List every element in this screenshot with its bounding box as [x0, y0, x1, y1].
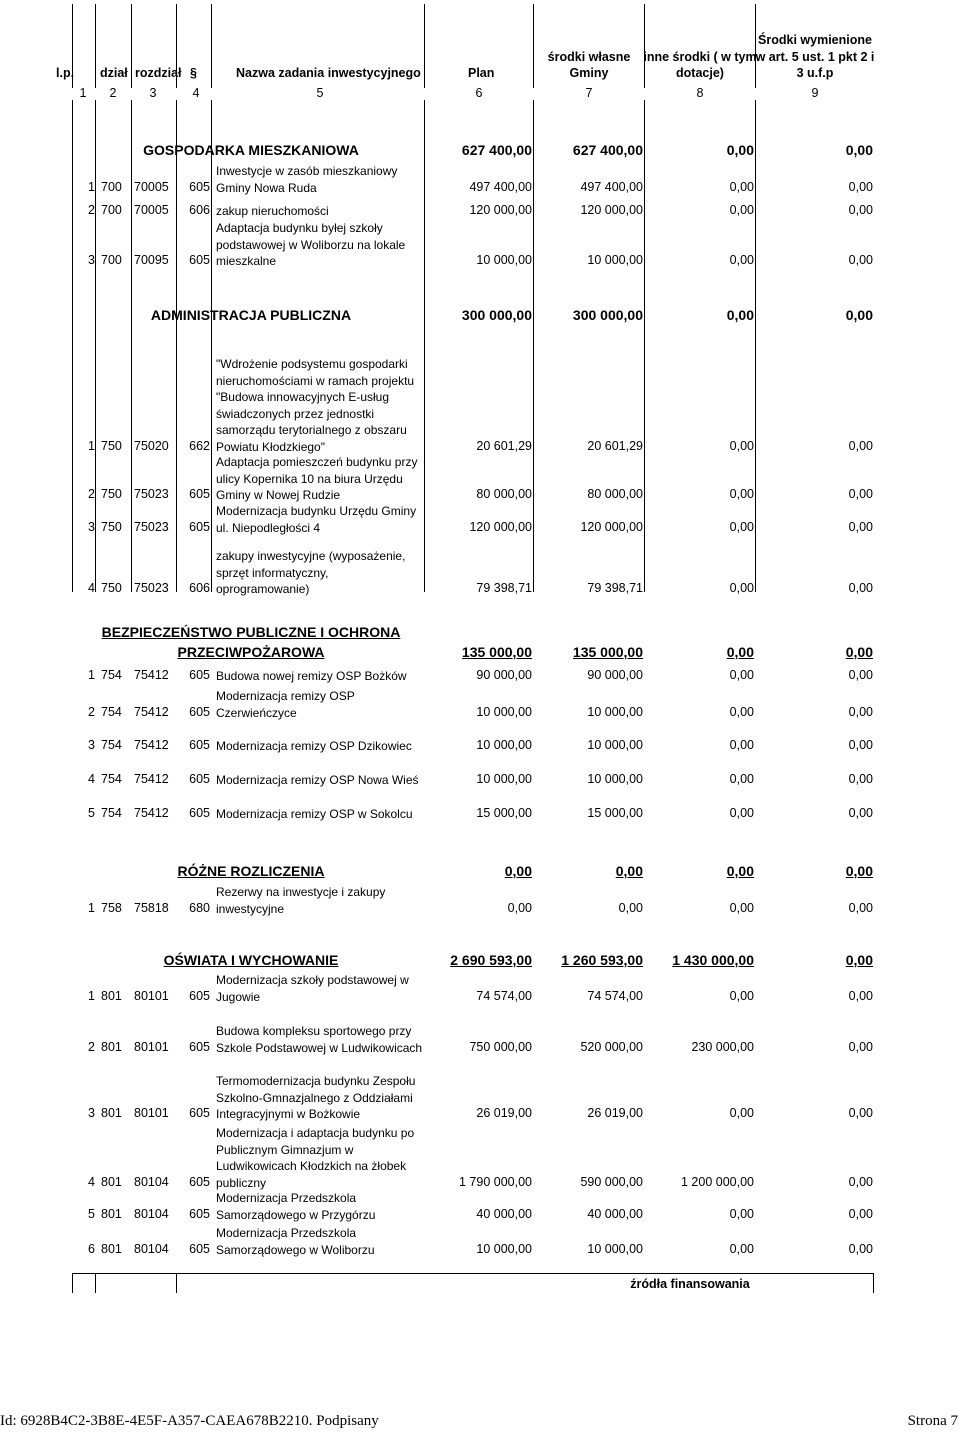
row-dzial: 801	[101, 1206, 122, 1221]
row-plan: 1 790 000,00	[459, 1174, 532, 1189]
task-description: ulicy Kopernika 10 na biura Urzędu	[216, 471, 403, 486]
section-inne-total: 0,00	[726, 644, 754, 660]
section-title: ADMINISTRACJA PUBLICZNA	[150, 307, 352, 323]
column-rule	[424, 100, 425, 592]
task-description: Powiatu Kłodzkiego"	[216, 439, 325, 454]
row-plan: 20 601,29	[476, 438, 532, 453]
column-number: 3	[149, 86, 157, 100]
row-wlasne: 10 000,00	[587, 772, 643, 786]
column-rule	[131, 4, 132, 88]
row-paragraph: 605	[189, 704, 210, 719]
row-plan: 10 000,00	[476, 738, 532, 752]
row-lp: 3	[88, 519, 95, 534]
row-paragraph: 606	[189, 203, 210, 217]
section-plan-total: 135 000,00	[461, 644, 532, 660]
row-lp: 2	[88, 487, 95, 501]
funding-sources-label: źródła finansowania	[630, 1277, 750, 1291]
column-number: 9	[811, 86, 819, 100]
section-wymienione-total: 0,00	[845, 644, 873, 660]
task-description: Czerwieńczyce	[216, 705, 297, 720]
task-description: "Wdrożenie podsystemu gospodarki	[216, 357, 408, 371]
section-inne-total: 0,00	[726, 142, 754, 158]
footer-column-rule	[176, 1273, 177, 1293]
column-number: 5	[316, 86, 324, 100]
task-description: świadczonych przez jednostki	[216, 406, 375, 421]
row-dzial: 801	[101, 1039, 122, 1054]
task-description: Modernizacja budynku Urzędu Gminy	[216, 504, 417, 518]
row-paragraph: 680	[189, 900, 210, 915]
row-paragraph: 605	[189, 1039, 210, 1054]
row-dzial: 750	[101, 487, 122, 501]
row-wlasne: 520 000,00	[580, 1039, 643, 1054]
row-inne: 0,00	[729, 1241, 754, 1256]
task-description: Gminy w Nowej Rudzie	[216, 488, 341, 502]
row-paragraph: 605	[189, 1206, 210, 1221]
row-paragraph: 605	[189, 487, 210, 501]
row-wlasne: 80 000,00	[587, 487, 643, 501]
row-plan: 497 400,00	[469, 179, 532, 194]
row-inne: 0,00	[729, 738, 754, 752]
task-description: Modernizacja remizy OSP	[216, 689, 355, 703]
task-description: publiczny	[216, 1175, 267, 1190]
section-title: BEZPIECZEŃSTWO PUBLICZNE I OCHRONA	[101, 624, 401, 640]
row-dzial: 758	[101, 900, 122, 915]
column-rule	[72, 100, 73, 592]
row-wlasne: 90 000,00	[587, 668, 643, 682]
section-wymienione-total: 0,00	[845, 863, 873, 879]
row-lp: 2	[88, 704, 95, 719]
row-wlasne: 10 000,00	[587, 1241, 643, 1256]
footer-column-rule	[873, 1273, 874, 1293]
task-description: zakup nieruchomości	[216, 204, 329, 218]
row-wlasne: 15 000,00	[587, 806, 643, 820]
row-dzial: 801	[101, 1106, 122, 1120]
row-wlasne: 10 000,00	[587, 253, 643, 267]
row-plan: 40 000,00	[476, 1206, 532, 1221]
section-title: GOSPODARKA MIESZKANIOWA	[143, 142, 359, 158]
footer-column-rule	[72, 1273, 73, 1293]
row-inne: 0,00	[729, 487, 754, 501]
header-inne-srodki-2: dotacje)	[676, 66, 724, 80]
row-rozdzial: 75023	[134, 487, 169, 501]
column-rule	[644, 100, 645, 592]
row-wymienione: 0,00	[848, 738, 873, 752]
column-number: 8	[696, 86, 704, 100]
row-plan: 10 000,00	[476, 772, 532, 786]
row-inne: 0,00	[729, 1106, 754, 1120]
footer-column-rule	[95, 1273, 96, 1293]
task-description: Szkole Podstawowej w Ludwikowicach	[216, 1040, 423, 1055]
task-description: mieszkalne	[216, 254, 277, 268]
row-wlasne: 26 019,00	[587, 1106, 643, 1120]
task-description: Adaptacja pomieszczeń budynku przy	[216, 455, 418, 469]
document-id: Id: 6928B4C2-3B8E-4E5F-A357-CAEA678B2210. Podpisany	[0, 1413, 379, 1429]
task-description: oprogramowanie)	[216, 582, 310, 596]
row-rozdzial: 80104	[134, 1206, 169, 1221]
row-wymienione: 0,00	[848, 1206, 873, 1221]
row-lp: 5	[88, 1206, 95, 1221]
row-wymienione: 0,00	[848, 179, 873, 194]
column-rule	[211, 100, 212, 592]
row-paragraph: 662	[189, 438, 210, 453]
row-inne: 0,00	[729, 179, 754, 194]
section-plan-total: 300 000,00	[461, 307, 532, 323]
row-dzial: 754	[101, 738, 122, 752]
row-lp: 4	[88, 772, 95, 786]
row-dzial: 801	[101, 988, 122, 1003]
task-description: Gminy Nowa Ruda	[216, 180, 317, 195]
column-rule	[95, 100, 96, 592]
row-wymienione: 0,00	[848, 581, 873, 595]
row-wlasne: 74 574,00	[587, 988, 643, 1003]
column-rule	[131, 100, 132, 592]
footer-top-rule	[72, 1273, 873, 1274]
row-paragraph: 605	[189, 738, 210, 752]
row-paragraph: 605	[189, 1174, 210, 1189]
task-description: Ludwikowicach Kłodzkich na żłobek	[216, 1159, 407, 1173]
row-inne: 0,00	[729, 519, 754, 534]
row-rozdzial: 75412	[134, 704, 169, 719]
row-inne: 0,00	[729, 253, 754, 267]
row-wlasne: 10 000,00	[587, 738, 643, 752]
row-wymienione: 0,00	[848, 806, 873, 820]
column-number: 7	[585, 86, 593, 100]
row-lp: 4	[88, 581, 95, 595]
row-lp: 3	[88, 738, 95, 752]
row-wymienione: 0,00	[848, 988, 873, 1003]
row-lp: 1	[88, 900, 95, 915]
header-lp: l.p.	[56, 66, 75, 80]
row-wymienione: 0,00	[848, 487, 873, 501]
task-description: Rezerwy na inwestycje i zakupy	[216, 885, 386, 899]
row-plan: 26 019,00	[476, 1106, 532, 1120]
row-plan: 10 000,00	[476, 253, 532, 267]
row-wymienione: 0,00	[848, 519, 873, 534]
header-inne-srodki: inne środki ( w tym	[643, 50, 757, 64]
row-inne: 0,00	[729, 772, 754, 786]
row-rozdzial: 80101	[134, 1106, 169, 1120]
row-dzial: 754	[101, 704, 122, 719]
column-rule	[424, 4, 425, 88]
row-paragraph: 605	[189, 1241, 210, 1256]
row-inne: 0,00	[729, 581, 754, 595]
section-wlasne-total: 0,00	[615, 863, 643, 879]
task-description: Jugowie	[216, 989, 261, 1004]
task-description: Modernizacja remizy OSP Dzikowiec	[216, 739, 412, 753]
column-rule	[211, 4, 212, 88]
row-dzial: 700	[101, 203, 122, 217]
row-plan: 10 000,00	[476, 1241, 532, 1256]
row-paragraph: 605	[189, 519, 210, 534]
row-lp: 1	[88, 179, 95, 194]
row-plan: 120 000,00	[469, 203, 532, 217]
row-inne: 0,00	[729, 1206, 754, 1221]
row-inne: 0,00	[729, 988, 754, 1003]
row-rozdzial: 75412	[134, 668, 169, 682]
task-description: podstawowej w Woliborzu na lokale	[216, 237, 406, 252]
row-dzial: 750	[101, 519, 122, 534]
row-lp: 2	[88, 1039, 95, 1054]
row-plan: 80 000,00	[476, 487, 532, 501]
header-wymienione: Środki wymienione	[758, 33, 872, 47]
row-rozdzial: 80104	[134, 1241, 169, 1256]
row-wlasne: 10 000,00	[587, 704, 643, 719]
row-rozdzial: 80101	[134, 988, 169, 1003]
section-title: RÓŻNE ROZLICZENIA	[177, 863, 325, 879]
section-title: PRZECIWPOŻAROWA	[177, 644, 325, 660]
column-rule	[176, 100, 177, 592]
row-rozdzial: 75412	[134, 738, 169, 752]
row-wymienione: 0,00	[848, 772, 873, 786]
row-wlasne: 40 000,00	[587, 1206, 643, 1221]
task-description: "Budowa innowacyjnych E-usług	[216, 390, 390, 404]
row-rozdzial: 70005	[134, 179, 169, 194]
section-wlasne-total: 135 000,00	[572, 644, 643, 660]
row-inne: 0,00	[729, 203, 754, 217]
column-number: 1	[79, 86, 87, 100]
task-description: ul. Niepodległości 4	[216, 520, 321, 535]
section-plan-total: 0,00	[504, 863, 532, 879]
row-plan: 0,00	[507, 900, 532, 915]
row-lp: 4	[88, 1174, 95, 1189]
section-inne-total: 1 430 000,00	[672, 952, 754, 968]
row-lp: 2	[88, 203, 95, 217]
row-rozdzial: 80104	[134, 1174, 169, 1189]
task-description: Szkolno-Gmnazjalnego z Oddziałami	[216, 1090, 413, 1105]
row-plan: 90 000,00	[476, 668, 532, 682]
row-wymienione: 0,00	[848, 253, 873, 267]
row-wlasne: 120 000,00	[580, 203, 643, 217]
header-plan: Plan	[468, 66, 495, 80]
row-wymienione: 0,00	[848, 1106, 873, 1120]
task-description: Publicznym Gimnazjum w	[216, 1142, 354, 1157]
row-wymienione: 0,00	[848, 668, 873, 682]
row-wlasne: 20 601,29	[587, 438, 643, 453]
row-wymienione: 0,00	[848, 1039, 873, 1054]
task-description: sprzęt informatyczny,	[216, 565, 329, 580]
task-description: samorządu terytorialnego z obszaru	[216, 423, 407, 437]
task-description: Inwestycje w zasób mieszkaniowy	[216, 164, 398, 178]
header-nazwa: Nazwa zadania inwestycyjnego	[236, 66, 421, 80]
row-rozdzial: 75023	[134, 581, 169, 595]
row-dzial: 754	[101, 806, 122, 820]
header-wymienione-3: 3 u.f.p	[796, 66, 834, 80]
section-plan-total: 627 400,00	[461, 142, 532, 158]
page-number: Strona 7	[907, 1413, 958, 1429]
row-inne: 0,00	[729, 438, 754, 453]
task-description: Samorządowego w Przygórzu	[216, 1207, 376, 1222]
task-description: Termomodernizacja budynku Zespołu	[216, 1074, 416, 1088]
row-plan: 10 000,00	[476, 704, 532, 719]
row-inne: 0,00	[729, 900, 754, 915]
row-paragraph: 606	[189, 581, 210, 595]
header-srodki-wlasne: środki własne	[547, 50, 631, 64]
row-lp: 3	[88, 1106, 95, 1120]
row-wlasne: 497 400,00	[580, 179, 643, 194]
task-description: Budowa kompleksu sportowego przy	[216, 1024, 412, 1038]
row-plan: 750 000,00	[469, 1039, 532, 1054]
task-description: Modernizacja remizy OSP Nowa Wieś	[216, 773, 419, 787]
row-paragraph: 605	[189, 668, 210, 682]
row-inne: 1 200 000,00	[681, 1174, 754, 1189]
row-dzial: 801	[101, 1241, 122, 1256]
task-description: Modernizacja Przedszkola	[216, 1191, 357, 1205]
column-rule	[95, 4, 96, 88]
row-wymienione: 0,00	[848, 438, 873, 453]
row-rozdzial: 75818	[134, 900, 169, 915]
task-description: Budowa nowej remizy OSP Bożków	[216, 669, 407, 683]
row-lp: 6	[88, 1241, 95, 1256]
section-wlasne-total: 1 260 593,00	[561, 952, 643, 968]
row-rozdzial: 75412	[134, 772, 169, 786]
section-inne-total: 0,00	[726, 307, 754, 323]
row-wymienione: 0,00	[848, 1241, 873, 1256]
row-lp: 1	[88, 988, 95, 1003]
task-description: inwestycyjne	[216, 901, 285, 916]
row-dzial: 754	[101, 668, 122, 682]
row-inne: 0,00	[729, 704, 754, 719]
row-lp: 1	[88, 668, 95, 682]
row-plan: 74 574,00	[476, 988, 532, 1003]
section-wymienione-total: 0,00	[845, 142, 873, 158]
header-rozdzial: rozdział	[135, 66, 182, 80]
row-paragraph: 605	[189, 1106, 210, 1120]
row-paragraph: 605	[189, 179, 210, 194]
task-description: Modernizacja Przedszkola	[216, 1226, 357, 1240]
row-rozdzial: 80101	[134, 1039, 169, 1054]
row-paragraph: 605	[189, 806, 210, 820]
row-plan: 15 000,00	[476, 806, 532, 820]
section-wlasne-total: 627 400,00	[572, 142, 643, 158]
row-wlasne: 120 000,00	[580, 519, 643, 534]
row-wymienione: 0,00	[848, 203, 873, 217]
column-rule	[755, 100, 756, 592]
section-plan-total: 2 690 593,00	[450, 952, 532, 968]
row-dzial: 750	[101, 438, 122, 453]
header-wymienione-2: w art. 5 ust. 1 pkt 2 i	[755, 50, 875, 64]
section-inne-total: 0,00	[726, 863, 754, 879]
task-description: Adaptacja budynku byłej szkoły	[216, 221, 383, 235]
row-rozdzial: 75412	[134, 806, 169, 820]
section-title: OŚWIATA I WYCHOWANIE	[163, 952, 339, 968]
row-wlasne: 590 000,00	[580, 1174, 643, 1189]
row-lp: 5	[88, 806, 95, 820]
column-rule	[533, 100, 534, 592]
row-dzial: 700	[101, 253, 122, 267]
section-wlasne-total: 300 000,00	[572, 307, 643, 323]
row-dzial: 754	[101, 772, 122, 786]
row-rozdzial: 75023	[134, 519, 169, 534]
header-paragraph: §	[190, 66, 197, 80]
row-paragraph: 605	[189, 772, 210, 786]
row-paragraph: 605	[189, 988, 210, 1003]
section-wymienione-total: 0,00	[845, 952, 873, 968]
task-description: nieruchomościami w ramach projektu	[216, 373, 415, 388]
task-description: Modernizacja remizy OSP w Sokolcu	[216, 807, 413, 821]
row-lp: 3	[88, 253, 95, 267]
row-inne: 0,00	[729, 806, 754, 820]
row-wymienione: 0,00	[848, 1174, 873, 1189]
task-description: Samorządowego w Woliborzu	[216, 1242, 375, 1257]
row-dzial: 750	[101, 581, 122, 595]
column-number: 6	[475, 86, 483, 100]
row-wlasne: 79 398,71	[587, 581, 643, 595]
row-rozdzial: 70095	[134, 253, 169, 267]
task-description: Modernizacja i adaptacja budynku po	[216, 1126, 415, 1140]
task-description: Integracyjnymi w Bożkowie	[216, 1107, 361, 1121]
row-plan: 120 000,00	[469, 519, 532, 534]
task-description: zakupy inwestycyjne (wyposażenie,	[216, 549, 406, 563]
section-wymienione-total: 0,00	[845, 307, 873, 323]
row-inne: 230 000,00	[691, 1039, 754, 1054]
row-paragraph: 605	[189, 253, 210, 267]
row-dzial: 700	[101, 179, 122, 194]
column-number: 4	[192, 86, 200, 100]
column-number: 2	[109, 86, 117, 100]
row-rozdzial: 70005	[134, 203, 169, 217]
row-inne: 0,00	[729, 668, 754, 682]
row-rozdzial: 75020	[134, 438, 169, 453]
row-lp: 1	[88, 438, 95, 453]
row-wlasne: 0,00	[618, 900, 643, 915]
task-description: Modernizacja szkoły podstawowej w	[216, 973, 409, 987]
header-srodki-wlasne-2: Gminy	[569, 66, 609, 80]
row-wymienione: 0,00	[848, 900, 873, 915]
row-plan: 79 398,71	[476, 581, 532, 595]
row-wymienione: 0,00	[848, 704, 873, 719]
row-dzial: 801	[101, 1174, 122, 1189]
header-dzial: dział	[100, 66, 128, 80]
